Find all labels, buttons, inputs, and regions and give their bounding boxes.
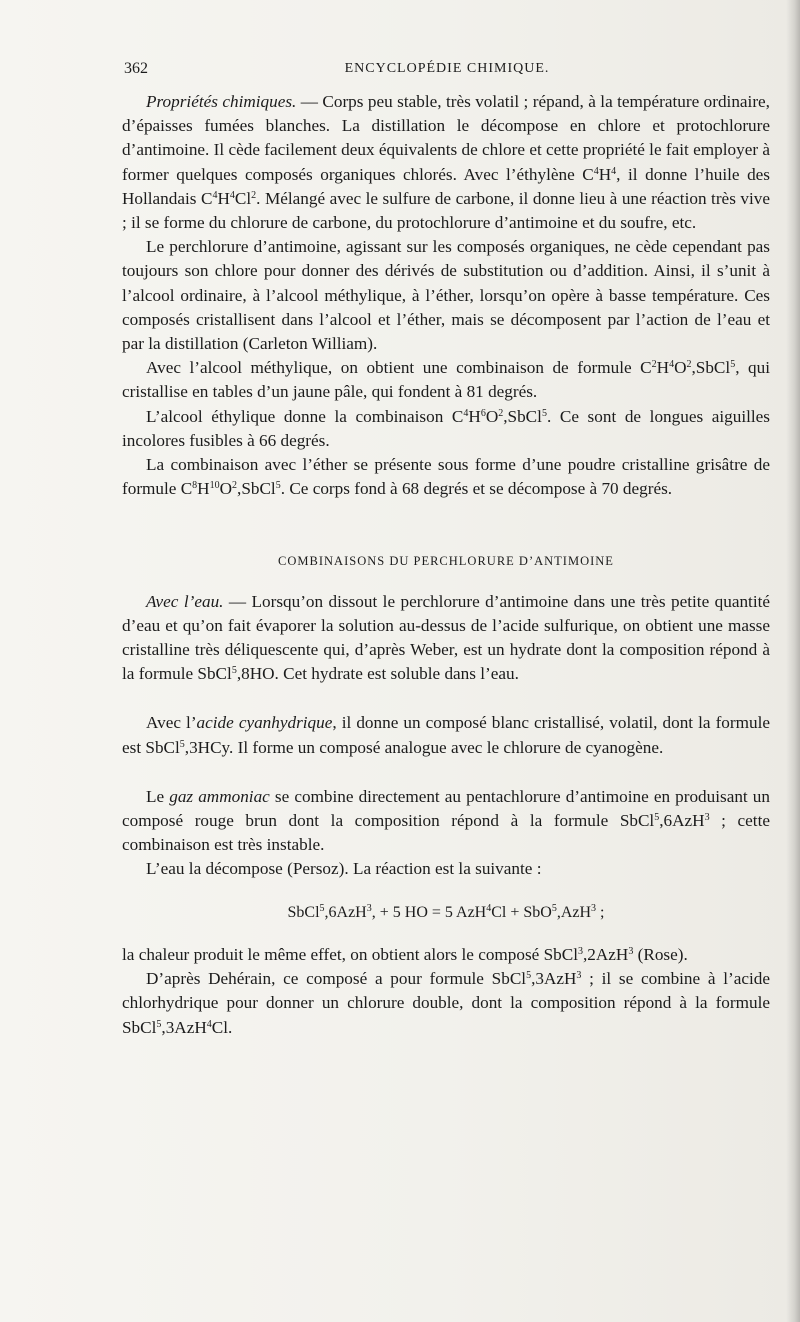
paragraph-lead: Avec l’eau.: [146, 591, 224, 611]
text-run: ,SbCl: [237, 479, 276, 499]
subscript: 3: [704, 812, 710, 824]
text-run: se combine directement au pentachlorure d’antimoine en produisant un composé rouge brun dont la composition répond à la formule SbCl: [122, 786, 770, 831]
subscript: 5: [179, 738, 185, 750]
text-run: H: [217, 188, 230, 208]
subscript: 4: [463, 407, 469, 419]
subscript: 8: [192, 480, 198, 492]
text-run: ;: [596, 903, 605, 921]
paragraph-lead: Propriétés chimiques.: [146, 92, 297, 111]
text-run: L’alcool éthylique donne la combinaison C: [146, 406, 464, 426]
subscript: 4: [486, 902, 492, 914]
paragraph-persoz: L’eau la décompose (Persoz). La réaction est la suivante :: [146, 859, 542, 879]
text-run: H: [598, 164, 612, 184]
text-run: ,SbCl: [691, 358, 731, 378]
paragraph-methyl-alcohol: [122, 356, 770, 404]
text-run: (Rose).: [633, 944, 688, 964]
subscript: 4: [206, 1018, 212, 1030]
paragraph-gap: [122, 686, 770, 711]
page-header: [124, 60, 770, 84]
paragraph-ethyl-alcohol: [122, 405, 770, 453]
subscript: 2: [251, 189, 257, 201]
subscript: 2: [651, 359, 657, 371]
subscript: 5: [231, 665, 237, 677]
text-run: Cl + SbO: [491, 903, 552, 921]
paragraph-gap: [122, 760, 770, 785]
page-body: [122, 90, 770, 1040]
subscript: 5: [156, 1018, 162, 1030]
text-run: . Ce corps fond à 68 degrés et se décompose à 70 degrés.: [280, 479, 673, 499]
subscript: 2: [232, 480, 238, 492]
subscript: 5: [275, 480, 281, 492]
paragraph-ammonia-gas: [122, 785, 770, 858]
text-run: ,3HCy. Il forme un composé analogue avec le chlorure de cyanogène.: [184, 737, 664, 757]
text-run: , qui cristallise en tables d’un jaune pâle, qui fondent à 81 degrés.: [122, 358, 770, 402]
subscript: 3: [576, 970, 582, 982]
text-run: la chaleur produit le même effet, on obtient alors le composé SbCl: [122, 944, 578, 964]
subscript: 3: [366, 902, 372, 914]
reaction-equation: [122, 901, 770, 925]
text-run: ,6AzH: [659, 811, 705, 831]
text-run: H: [197, 479, 210, 499]
text-run: O: [219, 479, 233, 499]
text-run: Avec l’alcool méthylique, on obtient une combinaison de formule C: [146, 358, 652, 378]
paragraph-deherain: [122, 967, 770, 1040]
text-run: SbCl: [287, 903, 320, 921]
running-title: ENCYCLOPÉDIE CHIMIQUE.: [344, 61, 550, 76]
text-run: O: [674, 358, 687, 378]
text-run: La combinaison avec l’éther se présente sous forme d’une poudre cristalline grisâtre de formule C: [122, 455, 770, 499]
text-run: , il donne un composé blanc cristallisé, volatil, dont la formule est SbCl: [122, 713, 770, 757]
subscript: 4: [593, 165, 599, 177]
text-run: ; cette combinaison est très instable.: [122, 811, 770, 855]
subscript: 10: [209, 480, 220, 492]
text-run: , il donne l’huile des Hollandais C: [122, 164, 770, 208]
subscript: 4: [229, 189, 235, 201]
text-run: Le: [146, 786, 170, 806]
text-run: ,8HO. Cet hydrate est soluble dans l’eau.: [236, 664, 519, 684]
text-run: ,AzH: [556, 903, 592, 921]
paragraph-chemical-properties: [122, 90, 770, 235]
subscript: 5: [526, 970, 532, 982]
text-run: ; il se combine à l’acide chlorhydrique pour donner un chlorure double, dont la composition répond à la formule SbCl: [122, 969, 770, 1037]
subscript: 4: [669, 359, 675, 371]
subscript: 3: [577, 945, 583, 957]
text-run: Cl: [234, 188, 252, 208]
subscript: 4: [212, 189, 218, 201]
text-run: ,6AzH: [324, 903, 367, 921]
subscript: 4: [611, 165, 617, 177]
subscript: 5: [551, 902, 557, 914]
text-run: ,3AzH: [161, 1017, 207, 1037]
subscript: 5: [541, 407, 547, 419]
paragraph-cyanhydric-acid: [122, 711, 770, 759]
paragraph-heat: [122, 943, 770, 967]
paragraph-organic-compounds: Le perchlorure d’antimoine, agissant sur les composés organiques, ne cède cependant pas toujours son chlore pour donner des dérivés de substitution ou d’addition. Ainsi, il s’unit à l’alcool ordinaire, à l’alcool méthylique, à l’éther, lorsqu’on opère à basse température. Ces composés cristallisent dans l’alcool et l’éther, mais se décomposent par l’action de l’eau et par la distillation (Carleton William).: [122, 237, 770, 354]
text-run: — Corps peu stable, très volatil ; répand, à la température ordinaire, d’épaisses fumées blanches. La distillation le décompose en chlore et protochlorure d’antimoine. Il cède facilement deux équivalents de chlore et cette propriété le fait employer à former quelques composés organiques chlorés. Avec l’éthylène C: [122, 92, 770, 184]
subscript: 3: [628, 945, 634, 957]
subscript: 2: [686, 359, 692, 371]
section-heading: COMBINAISONS DU PERCHLORURE D’ANTIMOINE: [278, 554, 614, 569]
text-run: D’après Dehérain, ce composé a pour formule SbCl: [146, 969, 527, 989]
text-run: H: [468, 406, 481, 426]
text-run: Cl.: [211, 1017, 233, 1037]
text-run: , + 5 HO = 5 AzH: [371, 903, 487, 921]
text-run: ,SbCl: [503, 406, 542, 426]
subscript: 2: [498, 407, 504, 419]
text-run: . Ce sont de longues aiguilles incolores fusibles à 66 degrés.: [122, 406, 770, 450]
italic-term: acide cyanhydrique: [196, 713, 333, 733]
text-run: — Lorsqu’on dissout le perchlorure d’antimoine dans une très petite quantité d’eau et qu’on fait évaporer la solution au-dessus de l’acide sulfurique, on obtient une masse cristalline très déliquescente qui, d’après Weber, est un hydrate dont la composition répond à la formule SbCl: [122, 591, 770, 684]
paragraph-with-water: [122, 590, 770, 687]
subscript: 6: [480, 407, 486, 419]
subscript: 3: [591, 902, 597, 914]
text-run: O: [485, 406, 499, 426]
text-run: . Mélangé avec le sulfure de carbone, il donne lieu à une réaction très vive ; il se forme du chlorure de carbone, du protochlorure d’antimoine et du soufre, etc.: [122, 188, 770, 233]
text-run: ,3AzH: [531, 969, 577, 989]
text-run: H: [656, 358, 670, 378]
page-number: 362: [124, 60, 148, 77]
subscript: 5: [654, 812, 660, 824]
subscript: 5: [319, 902, 325, 914]
paragraph-ether: [122, 453, 770, 501]
italic-term: gaz ammoniac: [169, 786, 270, 806]
text-run: Avec l’: [146, 713, 197, 733]
page-edge-shadow: [786, 0, 800, 1322]
text-run: ,2AzH: [582, 944, 629, 964]
subscript: 5: [730, 359, 736, 371]
